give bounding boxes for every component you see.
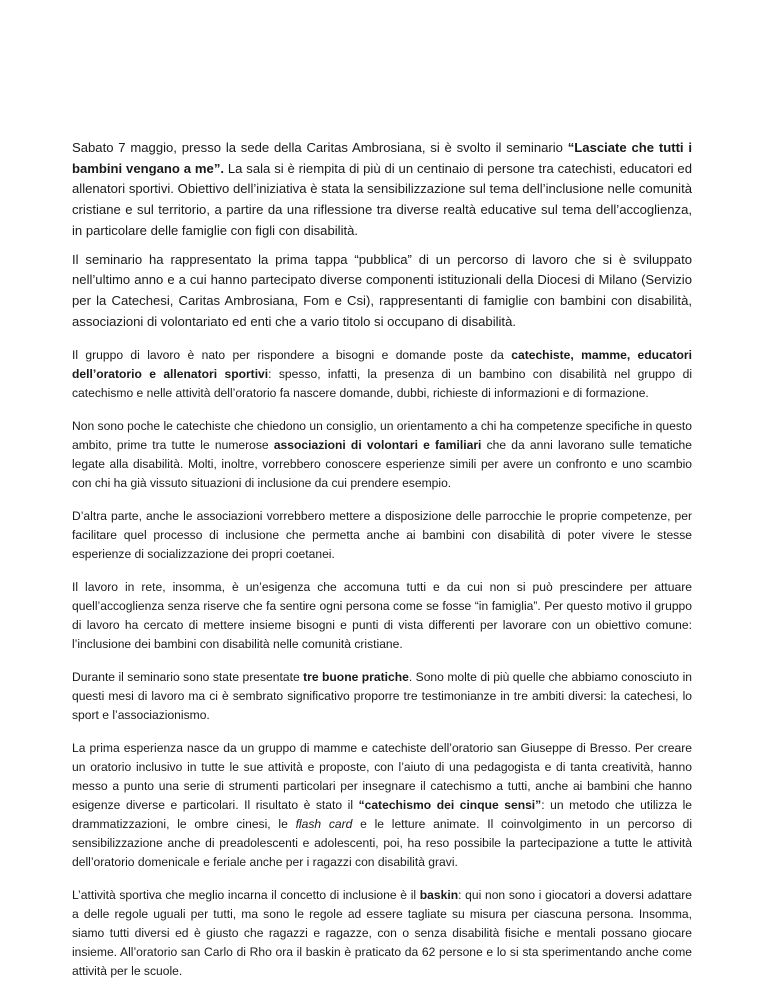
text: Durante il seminario sono state presentate: [72, 670, 304, 685]
paragraph-network: [72, 578, 692, 654]
document-page: [72, 138, 692, 981]
italic-text: flash card: [295, 817, 353, 832]
paragraph-seminar-intro: [72, 138, 692, 242]
paragraph-catechists: [72, 417, 692, 493]
text: : spesso, infatti, la presenza di un bambino con disabilità nel gruppo di catechismo e nelle attività dell’oratorio fa nascere domande, dubbi, richieste di informazioni e di formazione.: [72, 367, 693, 401]
paragraph-working-group: [72, 346, 692, 403]
bold-text: associazioni di volontari e familiari: [273, 438, 482, 453]
bold-text: catechiste, mamme, educatori dell’oratorio e allenatori sportivi: [72, 348, 692, 382]
paragraph-good-practices: [72, 668, 692, 725]
text: La sala si è riempita di più di un centinaio di persone tra catechisti, educatori ed allenatori sportivi. Obiettivo dell’iniziativa è stata la sensibilizzazione sul tema dell’inclusione nelle comunità cristiane e sul territorio, a partire da una riflessione tra diverse realtà educative sul tema dell’accoglienza, in particolare delle famiglie con figli con disabilità.: [72, 160, 692, 238]
paragraph-first-experience: [72, 739, 692, 872]
bold-text: baskin: [419, 888, 459, 903]
seminar-title: “Lasciate che tutti i bambini vengano a me”.: [72, 140, 692, 176]
text: che da anni lavorano sulle tematiche legate alla disabilità. Molti, inoltre, vorrebbero conoscere esperienze simili per avere un confronto e uno scambio con chi ha già vissuto situazioni di inclusione da cui prendere esempio.: [72, 438, 693, 491]
text: Il seminario ha rappresentato la prima tappa “pubblica” di un percorso di lavoro che si è sviluppato nell’ultimo anno e a cui hanno partecipato diverse componenti istituzionali della Diocesi di Milano (Servizio per la Catechesi, Caritas Ambrosiana, Fom e Csi), rappresentanti di famiglie con bambini con disabilità, associazioni di volontariato ed enti che a vario titolo si occupano di disabilità.: [72, 251, 692, 329]
text: Sabato 7 maggio, presso la sede della Caritas Ambrosiana, si è svolto il seminario: [72, 140, 568, 155]
text: : un metodo che utilizza le drammatizzazioni, le ombre cinesi, le: [72, 798, 693, 832]
paragraph-seminar-context: [72, 250, 692, 333]
text: e le letture animate. Il coinvolgimento in un percorso di sensibilizzazione anche di preadolescenti e adolescenti, poi, ha reso possibile la partecipazione a tutte le attività dell’oratorio domenicale e feriale anche per i ragazzi con disabilità gravi.: [72, 817, 693, 870]
text: La prima esperienza nasce da un gruppo di mamme e catechiste dell’oratorio san Giuseppe di Bresso. Per creare un oratorio inclusivo in tutte le sue attività e proposte, con l’aiuto di una pedagogista e di tanta creatività, hanno messo a punto una serie di strumenti particolari per insegnare il catechismo a tutti, anche ai bambini che hanno esigenze diverse e particolari. Il risultato è stato il: [72, 741, 692, 813]
text: . Sono molte di più quelle che abbiamo conosciuto in questi mesi di lavoro ma ci è sembrato significativo proporre tre testimonianze in tre ambiti diversi: la catechesi, lo sport e l’associazionismo.: [72, 670, 692, 723]
paragraph-baskin: [72, 886, 692, 981]
bold-text: tre buone pratiche: [303, 670, 409, 685]
text: L’attività sportiva che meglio incarna il concetto di inclusione è il: [72, 888, 420, 903]
text: Il lavoro in rete, insomma, è un’esigenza che accomuna tutti e da cui non si può prescindere per attuare quell’accoglienza senza riserve che fa sentire ogni persona come se fosse “in famiglia”. Per questo motivo il gruppo di lavoro ha cercato di mettere insieme bisogni e punti di vista differenti per lavorare con un obiettivo comune: l’inclusione dei bambini con disabilità nelle comunità cristiane.: [72, 580, 692, 652]
text: D’altra parte, anche le associazioni vorrebbero mettere a disposizione delle parrocchie le proprie competenze, per facilitare quel processo di inclusione che permetta anche ai bambini con disabilità di poter vivere le stesse esperienze di socializzazione dei propri coetanei.: [72, 509, 692, 562]
text: : qui non sono i giocatori a doversi adattare a delle regole uguali per tutti, ma sono le regole ad essere tagliate su misura per ciascuna persona. Insomma, siamo tutti diversi ed è giusto che ragazzi e ragazze, con o senza disabilità fisiche e mentali possano giocare insieme. All’oratorio san Carlo di Rho ora il baskin è praticato da 62 persone e lo si sta sperimentando anche come attività per le scuole.: [72, 888, 692, 979]
text: Non sono poche le catechiste che chiedono un consiglio, un orientamento a chi ha competenze specifiche in questo ambito, prime tra tutte le numerose: [72, 419, 692, 453]
paragraph-associations: [72, 507, 692, 564]
bold-text: “catechismo dei cinque sensi”: [358, 798, 542, 813]
text: Il gruppo di lavoro è nato per rispondere a bisogni e domande poste da: [72, 348, 512, 363]
